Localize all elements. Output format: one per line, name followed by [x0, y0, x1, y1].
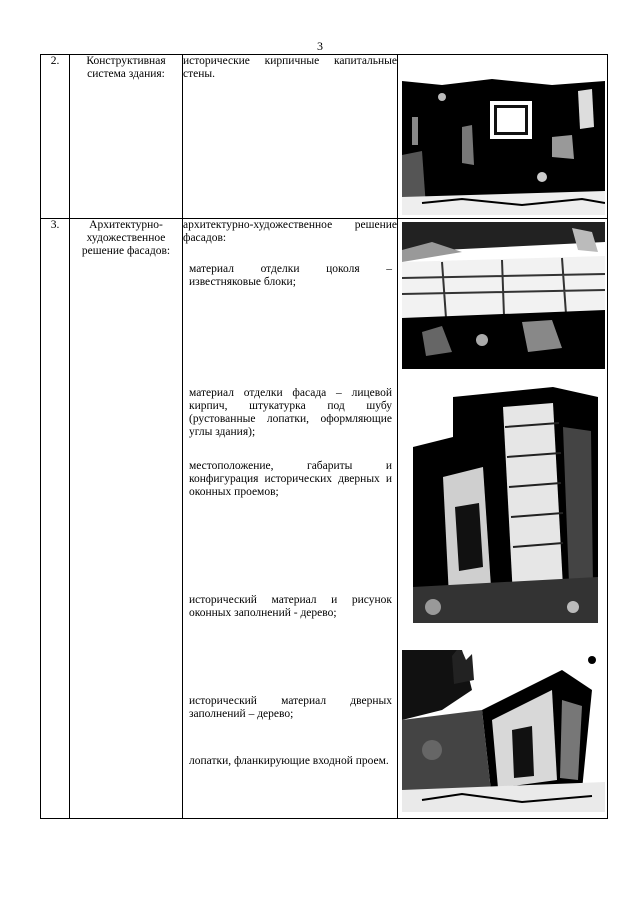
photo-building-corner [413, 387, 598, 623]
description-text: архитектурно-художественное решение фасадов: [183, 219, 397, 244]
table-row [41, 55, 608, 219]
description-text: исторический материал и рисунок оконных заполнений - дерево; [189, 594, 392, 619]
description-text: лопатки, фланкирующие входной проем. [189, 755, 389, 767]
photo-building-facade [402, 650, 605, 812]
description-text: материал отделки фасада – лицевой кирпич, штукатурка под шубу (рустованные лопатки, оформляющие углы здания); [189, 387, 392, 438]
table-row [41, 219, 608, 819]
row-description-cell [183, 55, 398, 219]
row-title: Конструктивная система здания: [70, 55, 183, 219]
photo-interior-wall [402, 67, 605, 215]
description-text: материал отделки цоколя – известняковые блоки; [189, 263, 392, 288]
description-text: местоположение, габариты и конфигурация исторических дверных и оконных проемов; [189, 460, 392, 498]
description-text: исторические кирпичные капитальные стены. [183, 55, 397, 80]
description-text: исторический материал дверных заполнений – дерево; [189, 695, 392, 720]
row-description-cell [183, 219, 398, 819]
monument-features-table [40, 54, 608, 819]
row-number: 2. [41, 55, 70, 219]
photo-limestone-plinth [402, 222, 605, 369]
photo-cell [398, 55, 608, 219]
row-number: 3. [41, 219, 70, 819]
row-title: Архитектурно-художественное решение фасадов: [70, 219, 183, 819]
page-number: 3 [317, 39, 323, 53]
photo-cell [398, 219, 608, 819]
